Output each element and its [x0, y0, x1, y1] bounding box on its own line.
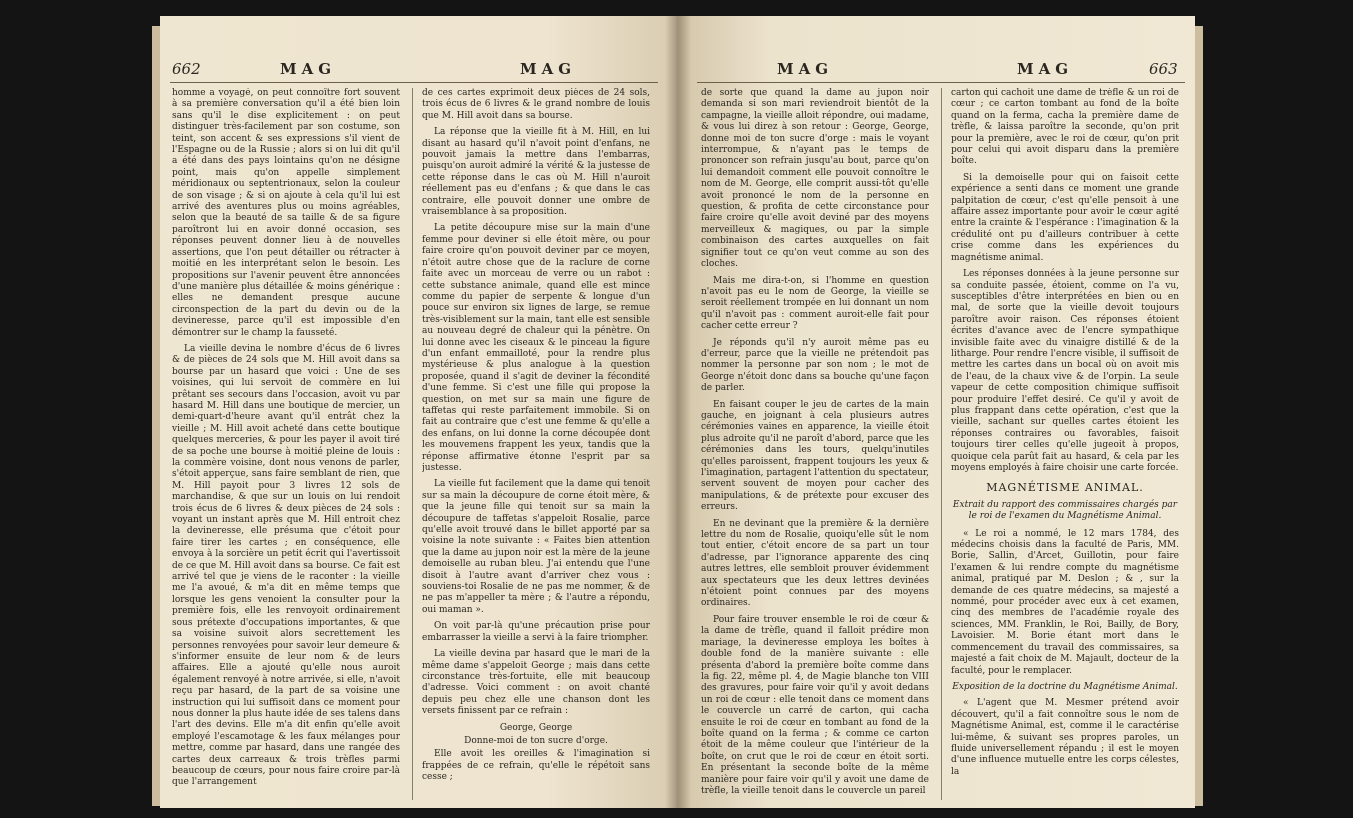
header-rule — [697, 82, 1185, 83]
paragraph: Elle avoit les oreilles & l'imagination si frappées de ce refrain, qu'elle le répétoit sans cesse ; — [422, 749, 650, 783]
paragraph: Si la demoiselle pour qui on faisoit cette expérience a senti dans ce moment une grande palpitation de cœur, c'est qu'elle pensoit à une affaire assez importante pour avoir le cœur agité entre la crainte & l'espérance : l'imagination & la crédulité ont pu d'ailleurs contribuer à cette crise comme dans les expériences du magnétisme animal. — [951, 172, 1179, 263]
left-page — [160, 16, 678, 808]
paragraph: de sorte que quand la dame au jupon noir demanda si son mari reviendroit bientôt de la campagne, la vieille alloit répondre, oui madame, & vous lui direz à son retour : George, George, donne moi de ton sucre d'orge : mais le voyant interrompue, & n'ayant pas le temps de prononcer son refrain jusqu'au bout, parce qu'on lui demandoit comment elle pouvoit connoître le nom de M. George, elle comprit aussi-tôt qu'elle avoit prononcé le nom de la personne en question, & profita de cette circonstance pour faire croire qu'elle avoit deviné par des moyens merveilleux & magiques, ou par la simple combinaison des cartes auxquelles on fait signifier tout ce qu'on veut comme au son des cloches. — [701, 88, 929, 270]
text-column-2 — [422, 88, 650, 804]
running-head: MAG — [1017, 60, 1074, 78]
text-column-1 — [172, 88, 400, 804]
paragraph: « L'agent que M. Mesmer prétend avoir découvert, qu'il a fait connoître sous le nom de Magnétisme Animal, est, comme il le caractérise lui-même, & suivant ses propres paroles, un fluide universellement répandu ; il est le moyen d'une influence mutuelle entre les corps célestes, la — [951, 698, 1179, 777]
text-column-3 — [701, 88, 929, 804]
text-column-4 — [951, 88, 1179, 804]
paragraph: La petite découpure mise sur la main d'une femme pour deviner si elle étoit mère, ou pour faire croire qu'on pouvoit deviner par ce moyen, n'étoit autre chose que de la raclure de corne faite avec un morceau de verre ou un rabot : cette substance animale, quand elle est mince comme du papier de serpente & longue d'un pouce sur environ six lignes de large, se remue très-visiblement sur la main, tant elle est sensible au nouveau degré de chaleur qui la pénètre. On lui donne avec les ciseaux & le pinceau la figure d'un enfant emmailloté, pour la rendre plus mystérieuse & plus analogue à la question proposée, quand il s'agit de deviner la fécondité d'une femme. Si c'est une fille qui propose la question, on met sur sa main une figure de taffetas qui reste parfaitement immobile. Si on fait au contraire que c'est une femme & qu'elle a des enfans, on lui donne la corne découpée dont les mouvemens frappent les yeux, tandis que la réponse affirmative étonne l'esprit par sa justesse. — [422, 223, 650, 473]
right-page — [677, 16, 1195, 808]
paragraph: En faisant couper le jeu de cartes de la main gauche, en joignant à cela plusieurs autres cérémonies vaines en apparence, la vieille étoit plus adroite qu'il ne paroît d'abord, parce que les cérémonies dans les tours, quelqu'inutiles qu'elles paroissent, frappent toujours les yeux & l'imagination, partagent l'attention du spectateur, servent souvent de moyen pour cacher des manipulations, & de prétexte pour excuser des erreurs. — [701, 399, 929, 513]
paragraph: On voit par-là qu'une précaution prise pour embarrasser la vieille a servi à la faire triompher. — [422, 621, 650, 643]
paragraph: Mais me dira-t-on, si l'homme en question n'avoit pas eu le nom de George, la vieille se seroit réellement trompée en lui donnant un nom qu'il n'avoit pas : comment auroit-elle fait pour cacher cette erreur ? — [701, 275, 929, 332]
section-subtitle: Extrait du rapport des commissaires chargés par le roi de l'examen du Magnétisme Animal. — [952, 499, 1178, 522]
book-gutter — [665, 16, 691, 808]
verse-line: Donne-moi de ton sucre d'orge. — [464, 735, 608, 746]
paragraph: Pour faire trouver ensemble le roi de cœur & la dame de trèfle, quand il falloit prédire mon mariage, la devineresse employa les boîtes à double fond de la manière suivante : elle présenta d'abord la première boîte comme dans la fig. 22, même pl. 4, de Magie blanche ton VIII des gravures, pour faire voir qu'il y avoit dedans un roi de cœur : elle tenoit dans ce moment dans le couvercle un carré de carton, qui cacha ensuite le roi de cœur en tombant au fond de la boîte quand on la ferma ; & comme ce carton étoit de la même couleur que l'intérieur de la boîte, on crut que le roi de cœur en étoit sorti. En présentant la seconde boîte de la même manière pour faire voir qu'il y avoit une dame de trèfle, la vieille tenoit dans le couvercle un pareil — [701, 614, 929, 796]
page-number: 662 — [172, 60, 201, 78]
verse-line: George, George — [499, 722, 573, 733]
left-page-header — [160, 60, 678, 84]
paragraph: Les réponses données à la jeune personne sur sa conduite passée, étoient, comme on l'a vu, susceptibles d'être interprétées en bien ou en mal, de sorte que la vieille devoit toujours paroître avoir raison. Ces réponses étoient écrites d'avance avec de l'encre sympathique invisible faite avec du vinaigre distillé & de la litharge. Pour rendre l'encre visible, il suffisoit de mettre les cartes dans un bocal où on avoit mis de l'eau, de la chaux vive & de l'orpin. La seule vapeur de cette composition chimique suffisoit pour produire l'effet desiré. Ce qu'il y avoit de plus frappant dans cette opération, c'est que la vieille, sachant sur quelles cartes étoient les réponses contraires ou favorables, faisoit toujours tirer celles qu'elle jugeoit à propos, quoique cela parût fait au hasard, & cela par les moyens employés à faire choisir une carte forcée. — [951, 269, 1179, 473]
paragraph: La vieille fut facilement que la dame qui tenoit sur sa main la découpure de corne étoit mère, & que la jeune fille qui tenoit sur sa main la découpure de taffetas s'appeloit Rosalie, parce qu'elle avoit trouvé dans le billet apporté par sa voisine la note suivante : « Faites bien attention que la dame au jupon noir est la mère de la jeune demoiselle au ruban bleu. J'ai entendu que l'une disoit à l'autre avant d'arriver chez vous : souviens-toi Rosalie de ne pas me nommer, & de ne pas m'appeller ta mère ; & l'autre a répondu, oui maman ». — [422, 479, 650, 615]
running-head: MAG — [777, 60, 834, 78]
right-page-header — [677, 60, 1195, 84]
paragraph: La vieille devina le nombre d'écus de 6 livres & de pièces de 24 sols que M. Hill avoit dans sa bourse par un hasard que voici : Une de ses voisines, qui lui servoit de commère en lui prêtant ses secours dans l'occasion, avoit vu par hasard M. Hill dans une boutique de mercier, un demi-quart-d'heure avant qu'il entrât chez la vieille ; M. Hill avoit acheté dans cette boutique quelques merceries, & pour les payer il avoit tiré de sa poche une bourse à moitié pleine de louis : la commère voisine, dont nous venons de parler, s'étoit apperçue, sans faire semblant de rien, que M. Hill payoit pour 3 livres 12 sols de marchandise, & que sur un louis on lui rendoit trois écus de 6 livres & deux pièces de 24 sols : voyant un instant après que M. Hill entroit chez la devineresse, elle présuma que c'étoit pour faire tirer les cartes ; en conséquence, elle envoya à la sorcière un petit écrit qui l'avertissoit de ce que M. Hill avoit dans sa bourse. Ce fait est arrivé tel que je viens de le raconter : la vieille me l'a avoué, & m'a dit en même temps que lorsque les gens venoient la consulter pour la première fois, elle les renvoyoit ordinairement sous prétexte d'occupations importantes, & que sa voisine suivoit alors secrettement les personnes renvoyées pour savoir leur demeure & s'informer ensuite de leur nom & de leurs affaires. Elle a ajouté qu'elle nous auroit également renvoyé à notre arrivée, si elle, n'avoit reçu par hasard, de la part de sa voisine une instruction qui lui suffisoit dans ce moment pour nous donner la plus haute idée de ses talens dans l'art des devins. Elle m'a dit enfin qu'elle avoit employé l'escamotage & les faux mélanges pour mettre, comme par hasard, dans une rangée des cartes deux carreaux & trois trèfles parmi beaucoup de cœurs, pour nous faire croire par-là que l'arrangement — [172, 343, 400, 788]
paragraph: carton qui cachoit une dame de trèfle & un roi de cœur ; ce carton tombant au fond de la boîte quand on la ferma, cacha la première dame de trèfle, & laissa paroître la seconde, qu'on prit pour la première, avec le roi de cœur, qu'on prit pour celui qui avoit disparu dans la première boîte. — [951, 88, 1179, 167]
paragraph: de ces cartes exprimoit deux pièces de 24 sols, trois écus de 6 livres & le grand nombre de louis que M. Hill avoit dans sa bourse. — [422, 88, 650, 121]
running-head: MAG — [520, 60, 577, 78]
column-divider — [412, 88, 413, 800]
paragraph: La vieille devina par hasard que le mari de la même dame s'appeloit George ; mais dans cette circonstance très-fortuite, elle mit beaucoup d'adresse. Voici comment : on avoit chanté depuis peu chez elle une chanson dont les versets finissent par ce refrain : — [422, 649, 650, 717]
page-number: 663 — [1149, 60, 1178, 78]
paragraph: Je réponds qu'il n'y auroit même pas eu d'erreur, parce que la vieille ne prétendoit pas nommer la personne par son nom ; le mot de George n'étoit donc dans sa bouche qu'une façon de parler. — [701, 337, 929, 394]
section-title: MAGNÉTISME ANIMAL. — [986, 481, 1144, 495]
header-rule — [170, 82, 658, 83]
column-divider — [941, 88, 942, 800]
paragraph: La réponse que la vieille fit à M. Hill, en lui disant au hasard qu'il n'avoit point d'enfans, ne pouvoit jamais la mettre dans l'embarras, puisqu'on auroit admiré la vérité & la justesse de cette réponse dans le cas où M. Hill n'auroit réellement pas eu d'enfans ; & que dans le cas contraire, elle pouvoit donner une ombre de vraisemblance à sa proposition. — [422, 127, 650, 218]
paragraph: homme a voyagé, on peut connoître fort souvent à sa première conversation qu'il a été bien loin sans qu'il le dise explicitement : on peut distinguer très-facilement par son costume, son teint, son accent & ses expressions s'il vient de l'Espagne ou de la Russie ; alors si on lui dit qu'il a été dans des pays lointains qu'on ne désigne point, mais qu'on appelle simplement méridionaux ou septentrionaux, selon la couleur de son visage ; & si on ajoute à cela qu'il lui est arrivé des aventures plus ou moins agréables, selon que la beauté de sa taille & de sa figure paroîtront lui en avoir donné occasion, ses réponses peuvent donner lieu à de nouvelles assertions, que l'on peut détailler ou rétracter à moitié en les interprétant selon le besoin. Les propositions sur l'avenir peuvent être annoncées d'une manière plus détaillée & moins générique : elles ne demandent presque aucune circonspection de la part du devin ou de la devineresse, parce qu'il est impossible d'en démontrer sur le champ la fausseté. — [172, 88, 400, 338]
paragraph: « Le roi a nommé, le 12 mars 1784, des médecins choisis dans la faculté de Paris, MM. Borie, Sallin, d'Arcet, Guillotin, pour faire l'examen & lui rendre compte du magnétisme animal, pratiqué par M. Deslon ; & , sur la demande de ces quatre médecins, sa majesté a nommé, pour procéder avec eux à cet examen, cinq des membres de l'académie royale des sciences, MM. Franklin, le Roi, Bailly, de Bory, Lavoisier. M. Borie étant mort dans le commencement du travail des commissaires, sa majesté a fait choix de M. Majault, docteur de la faculté, pour le remplacer. — [951, 528, 1179, 676]
running-head: MAG — [280, 60, 337, 78]
paragraph: En ne devinant que la première & la dernière lettre du nom de Rosalie, quoiqu'elle sût le nom tout entier, c'étoit encore de sa part un tour d'adresse, par l'ignorance apparente des cinq autres lettres, elle sembloit prouver évidemment aux spectateurs que les deux lettres devinées n'étoient point connues par des moyens ordinaires. — [701, 518, 929, 609]
section-subtitle: Exposition de la doctrine du Magnétisme Animal. — [952, 681, 1178, 692]
open-book — [160, 16, 1195, 808]
